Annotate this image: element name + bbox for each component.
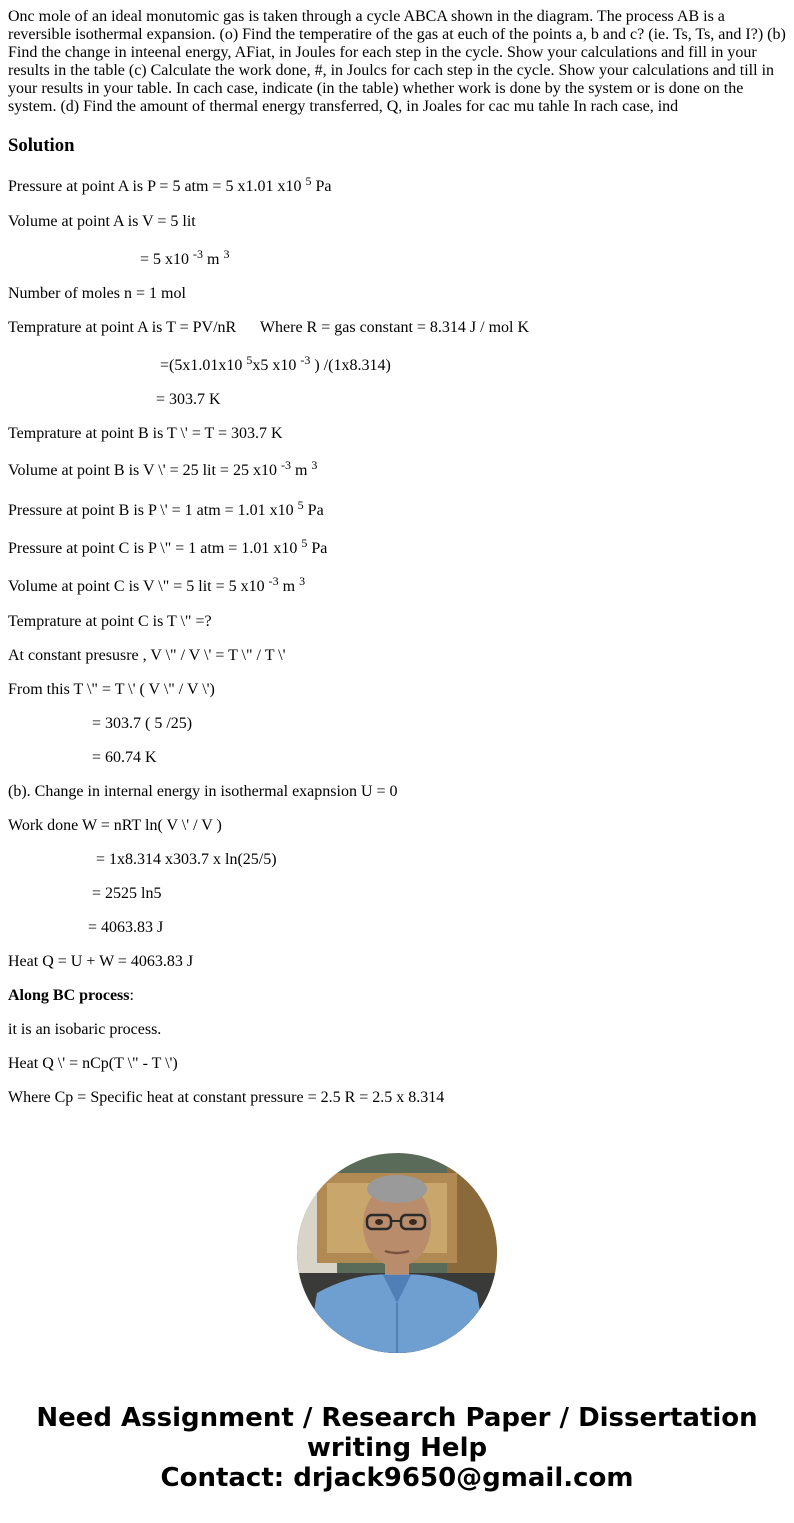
solution-line: = 303.7 K	[156, 391, 221, 408]
solution-line: it is an isobaric process.	[8, 1021, 162, 1038]
solution-line: Heat Q \' = nCp(T \" - T \')	[8, 1055, 178, 1072]
solution-line: = 4063.83 J	[88, 919, 164, 936]
solution-line: = 303.7 ( 5 /25)	[92, 715, 193, 732]
tutor-avatar	[297, 1153, 497, 1353]
solution-line: = 2525 ln5	[92, 885, 162, 902]
solution-line: Pressure at point C is P \" = 1 atm = 1.01 x10 $^5$ Pa	[8, 536, 328, 557]
solution-line: Work done W = nRT ln( V \' / V )	[8, 817, 222, 834]
solution-line: Volume at point B is V \' = 25 lit = 25 x10 $^{-3}$ m $^3$	[8, 458, 318, 479]
solution-line: = 1x8.314 x303.7 x ln(25/5)	[96, 851, 277, 868]
solution-line: Along BC process:	[8, 987, 134, 1004]
footer-line: writing Help	[306, 1433, 488, 1463]
solution-line: Pressure at point A is P = 5 atm = 5 x1.01 x10 $^5$ Pa	[8, 174, 332, 195]
solution-line: Number of moles n = 1 mol	[8, 285, 186, 302]
solution-line: Volume at point C is V \" = 5 lit = 5 x10 $^{-3}$ m $^3$	[8, 574, 306, 595]
solution-line: Temprature at point B is T \' = T = 303.7 K	[8, 425, 283, 442]
solution-line: (b). Change in internal energy in isothermal exapnsion U = 0	[8, 783, 398, 800]
solution-line: Heat Q = U + W = 4063.83 J	[8, 953, 194, 970]
footer-line: Need Assignment / Research Paper / Dissertation	[36, 1403, 758, 1433]
footer-contact: Contact: drjack9650@gmail.com	[160, 1463, 634, 1493]
solution-line: = 60.74 K	[92, 749, 157, 766]
solution-line: At constant presusre , V \" / V \' = T \" / T \'	[8, 647, 286, 664]
question-block	[8, 8, 786, 157]
solution-line: = 5 x10 $^{-3}$ m $^3$	[140, 247, 230, 268]
section-label: Along BC process	[8, 987, 130, 1004]
solution-line: Where Cp = Specific heat at constant pressure = 2.5 R = 2.5 x 8.314	[8, 1089, 445, 1106]
solution-line: =(5x1.01x10 $^5$x5 x10 $^{-3}$ ) /(1x8.314)	[160, 353, 391, 374]
solution-line: Temprature at point C is T \" =?	[8, 613, 212, 630]
solution-line: Temprature at point A is T = PV/nR Where R = gas constant = 8.314 J / mol K	[8, 319, 530, 336]
contact-footer	[0, 1403, 794, 1493]
solution-line: Pressure at point B is P \' = 1 atm = 1.01 x10 $^5$ Pa	[8, 498, 324, 519]
solution-heading: Solution	[8, 135, 75, 156]
question-text: Onc mole of an ideal monutomic gas is taken through a cycle ABCA shown in the diagram. The process AB is a reversible isothermal expansion. (o) Find the temperatire of the gas at euch of the points a, b and c? (ie. Ts, Ts, and I?) (b) Find the change in inteenal energy, AFiat, in Joules for each step in the cycle. Show your calculations and fill in your results in the table (c) Calculate the work done, #, in Joulcs for cach step in the cycle. Show your calculations and till in your results in your table. In cach case, indicate (in the table) whether work is done by the system or is done on the system. (d) Find the amount of thermal energy transferred, Q, in Joales for cac mu tahle In rach case, ind	[8, 8, 786, 115]
solution-line: Volume at point A is V = 5 lit	[8, 213, 196, 230]
solution-line: From this T \" = T \' ( V \" / V \')	[8, 681, 215, 698]
